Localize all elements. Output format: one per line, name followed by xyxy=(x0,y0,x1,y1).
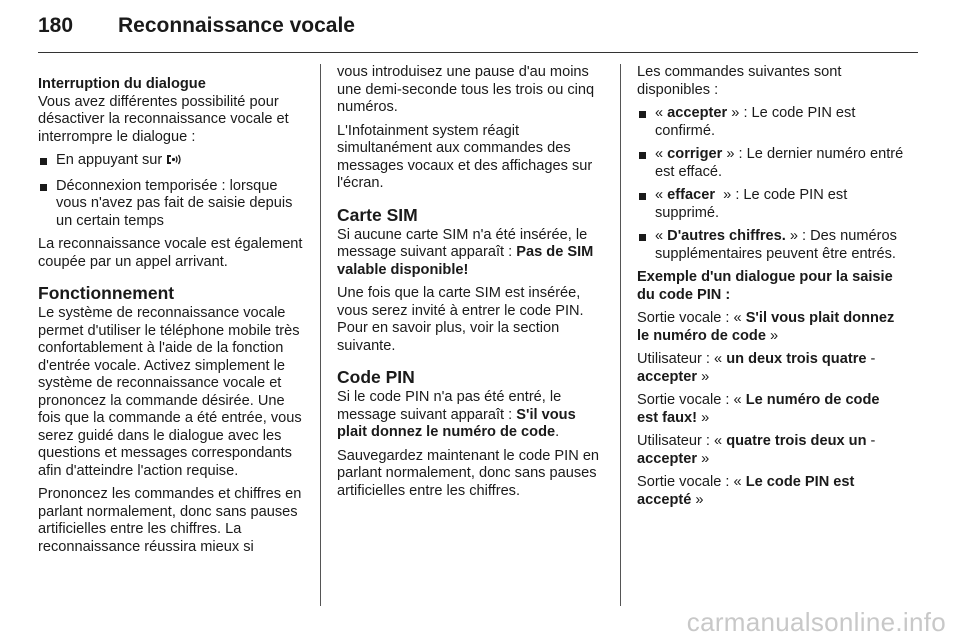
dialog-utterance: quatre trois deux un xyxy=(726,433,867,449)
pin-text: Si le code PIN n'a pas été entré, le message suivant apparaît : xyxy=(337,389,562,423)
dialog-separator: - xyxy=(866,351,876,367)
dialog-speaker: Sortie vocale : « xyxy=(637,392,746,408)
dialog-speaker: Sortie vocale : « xyxy=(637,310,746,326)
list-item xyxy=(38,152,305,172)
column-2 xyxy=(337,64,604,506)
list-item xyxy=(637,187,904,222)
subheading-interruption: Interruption du dialogue xyxy=(38,76,206,92)
paragraph-prononcez: Prononcez les commandes et chiffres en parlant normalement, donc sans pauses artificielles entre les chiffres. La reconnaissance réussira mieux si xyxy=(38,486,302,555)
quote-open: « xyxy=(655,187,668,203)
sim-text: Si aucune carte SIM n'a été insérée, le message suivant apparaît : xyxy=(337,226,588,260)
command-description: » : Des numéros supplémentaires peuvent être entrés. xyxy=(655,228,897,262)
paragraph-intro: Vous avez différentes possibilité pour désactiver la reconnaissance vocale et interrompre le dialogue : xyxy=(38,93,289,145)
list-item xyxy=(637,146,904,181)
quote-open: « xyxy=(655,228,668,244)
interruption-list xyxy=(38,152,305,230)
command-effacer: effacer xyxy=(667,187,716,203)
sim-message: Pas de SIM valable disponible! xyxy=(337,244,594,278)
paragraph-incoming-call: La reconnaissance vocale est également coupée par un appel arrivant. xyxy=(38,236,303,270)
column-divider-2 xyxy=(620,64,621,606)
page-title: Reconnaissance vocale xyxy=(118,14,355,37)
command-description: » : Le dernier numéro entré est effacé. xyxy=(655,146,904,180)
paragraph-continued: vous introduisez une pause d'au moins une demi-seconde tous les trois ou cinq numéros. xyxy=(337,64,595,115)
page-number: 180 xyxy=(38,14,74,37)
command-more-digits: D'autres chiffres. xyxy=(667,228,786,244)
heading-sim: Carte SIM xyxy=(337,204,418,225)
column-divider-1 xyxy=(320,64,321,606)
dialog-separator: - xyxy=(866,433,876,449)
list-item xyxy=(637,228,904,263)
dialog-line xyxy=(637,310,904,345)
command-list xyxy=(637,105,904,263)
paragraph-sim xyxy=(337,227,604,280)
dialog-utterance: un deux trois quatre xyxy=(726,351,867,367)
page-header xyxy=(38,14,918,54)
quote-open: « xyxy=(655,146,668,162)
paragraph-pin xyxy=(337,389,604,442)
quote-close: » xyxy=(765,327,779,344)
dialog-speaker: Utilisateur : « xyxy=(637,433,727,449)
list-item xyxy=(637,105,904,140)
list-item: Déconnexion temporisée : lorsque vous n'avez pas fait de saisie depuis un certain temps xyxy=(38,178,305,231)
dialog-speaker: Sortie vocale : « xyxy=(637,474,746,490)
dialog-utterance: Le numéro de code est faux! xyxy=(637,392,880,426)
dialog-line xyxy=(637,392,904,427)
paragraph-infotainment: L'Infotainment system réagit simultanément aux commandes des messages vocaux et des affichages sur l'écran. xyxy=(337,122,593,191)
paragraph-commands: Les commandes suivantes sont disponibles : xyxy=(637,64,842,98)
pin-text-end: . xyxy=(555,424,560,440)
command-description: » : Le code PIN est confirmé. xyxy=(655,105,856,139)
quote-close: » xyxy=(697,450,710,467)
watermark: carmanualsonline.info xyxy=(686,607,946,637)
command-description: » : Le code PIN est supprimé. xyxy=(655,187,852,221)
column-3 xyxy=(637,64,904,515)
dialog-utterance: S'il vous plait donnez le numéro de code xyxy=(637,310,895,344)
example-heading: Exemple d'un dialogue pour la saisie du code PIN : xyxy=(637,269,893,303)
heading-pin: Code PIN xyxy=(337,367,415,387)
quote-close: » xyxy=(691,491,704,508)
pin-message: S'il vous plait donnez le numéro de code xyxy=(337,406,576,440)
bullet-text: En appuyant sur xyxy=(56,152,167,168)
dialog-line xyxy=(637,433,904,468)
dialog-line xyxy=(637,474,904,509)
voice-control-icon xyxy=(166,153,182,172)
heading-fonctionnement: Fonctionnement xyxy=(38,283,175,303)
dialog-utterance-accepter: accepter xyxy=(637,450,698,467)
quote-close: » xyxy=(697,368,710,385)
dialog-utterance-accepter: accepter xyxy=(637,368,698,385)
command-corriger: corriger xyxy=(667,146,723,162)
header-divider xyxy=(38,52,918,53)
quote-close: » xyxy=(697,409,710,426)
paragraph-fonctionnement: Le système de reconnaissance vocale permet d'utiliser le téléphone mobile très confortablement à l'aide de la fonction d'entrée vocale. Activez simplement le système de reconnaissance vocale et prononcez la commande désirée. Une fois que la commande a été entrée, vous serez guidé dans le dialogue avec les questions et messages correspondants afin d'atteindre l'action requise. xyxy=(38,305,302,479)
quote-open: « xyxy=(655,105,668,121)
column-1 xyxy=(38,64,305,562)
paragraph-save-pin: Sauvegardez maintenant le code PIN en parlant normalement, donc sans pauses artificielles entre les chiffres. xyxy=(337,447,600,499)
paragraph-sim-inserted: Une fois que la carte SIM est insérée, vous serez invité à entrer le code PIN. Pour en savoir plus, voir la section suivante. xyxy=(337,285,584,354)
dialog-speaker: Utilisateur : « xyxy=(637,351,727,367)
command-accepter: accepter xyxy=(667,105,728,121)
dialog-line xyxy=(637,351,904,386)
dialog-utterance: Le code PIN est accepté xyxy=(637,474,855,508)
